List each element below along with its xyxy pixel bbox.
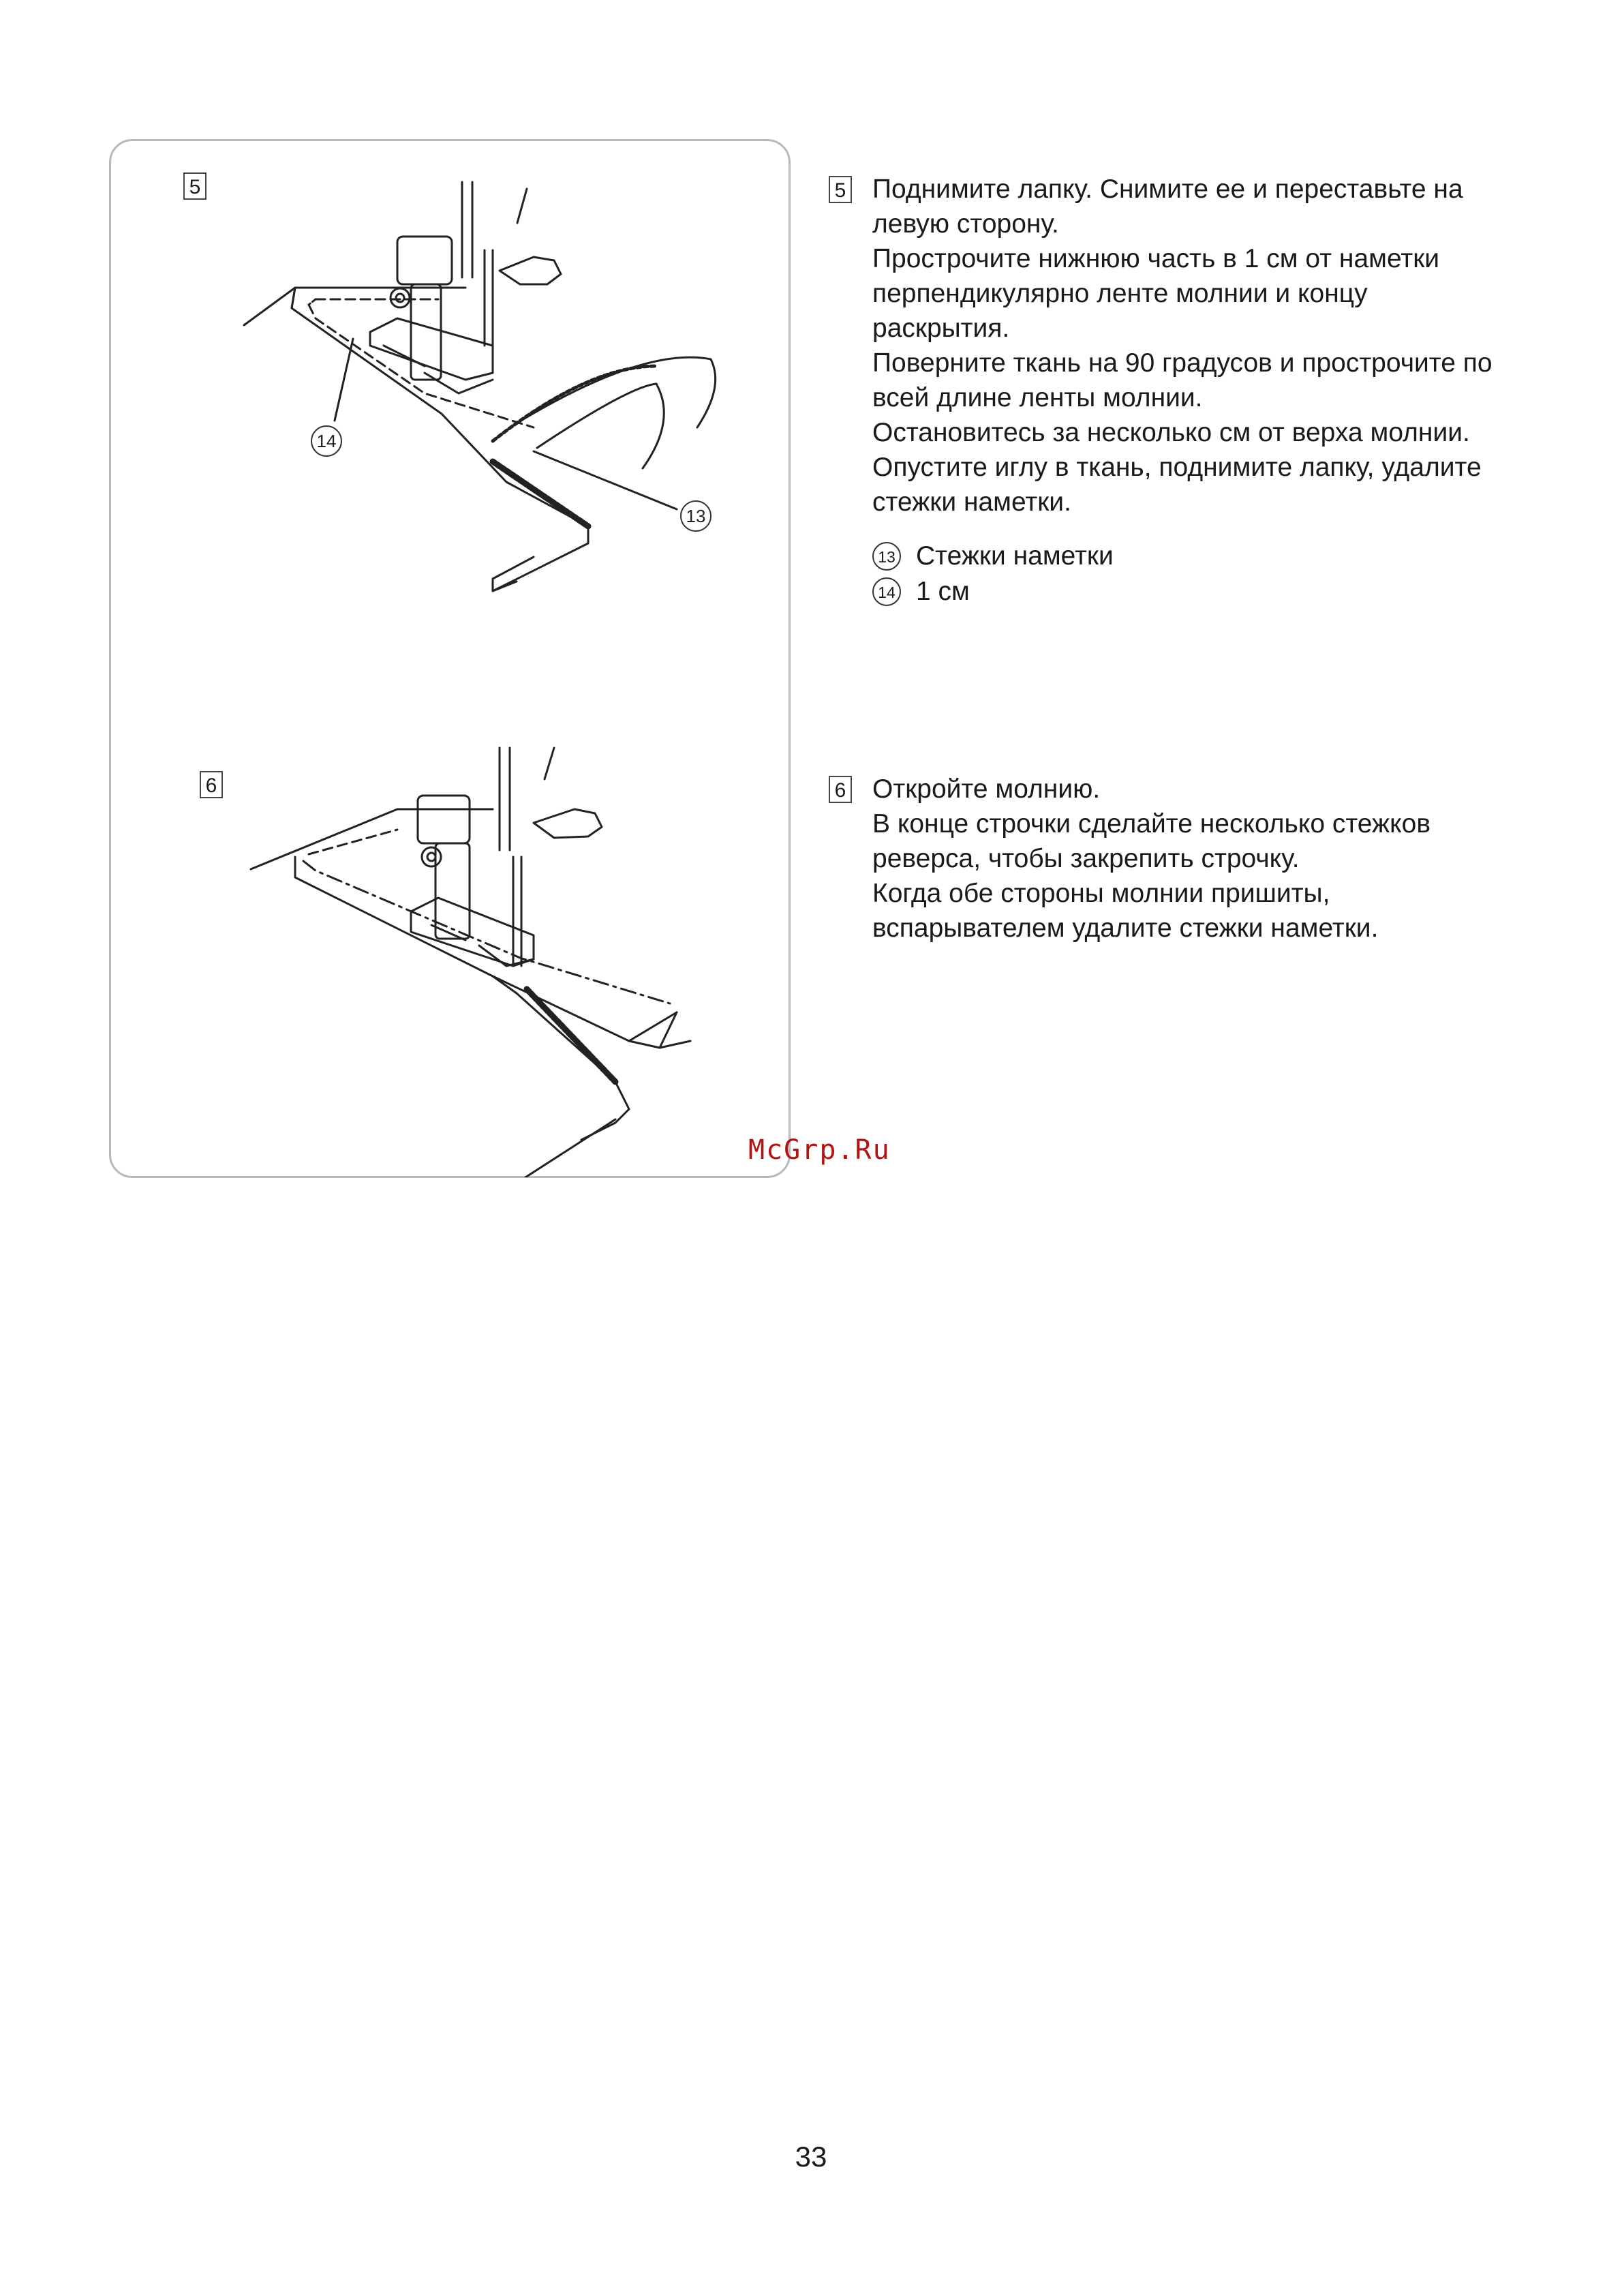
illustration-panel [109, 139, 791, 1178]
step-6-line: В конце строчки сделайте несколько стежков [872, 809, 1431, 839]
watermark: McGrp.Ru [748, 1134, 891, 1166]
step-5-line: Остановитесь за несколько см от верха молнии. [872, 418, 1470, 447]
step-6-number: 6 [829, 776, 852, 803]
legend-marker: 14 [872, 577, 901, 606]
legend [872, 539, 1114, 609]
step-6-line: реверса, чтобы закрепить строчку. [872, 844, 1300, 873]
step-5-line: раскрытия. [872, 314, 1010, 343]
page-number: 33 [795, 2141, 827, 2173]
legend-item [872, 539, 1114, 574]
legend-label: Стежки наметки [916, 541, 1114, 571]
legend-label: 1 см [916, 577, 970, 606]
step-5-line: Поднимите лапку. Снимите ее и переставьте на [872, 175, 1463, 204]
step-5-line: стежки наметки. [872, 487, 1071, 517]
step-5-line: всей длине ленты молнии. [872, 383, 1203, 412]
step-6-line: Когда обе стороны молнии пришиты, [872, 879, 1330, 908]
step-5-text [872, 172, 1540, 519]
legend-item [872, 574, 1114, 609]
legend-marker: 13 [872, 542, 901, 571]
step-5-line: Опустите иглу в ткань, поднимите лапку, удалите [872, 453, 1482, 482]
figure-6-number: 6 [200, 771, 223, 798]
step-5-line: левую сторону. [872, 209, 1059, 239]
figure-6-illustration [111, 741, 793, 1177]
step-6-text [872, 772, 1540, 946]
figure-5-number: 5 [183, 172, 206, 200]
step-6-line: вспарывателем удалите стежки наметки. [872, 913, 1379, 943]
callout-14: 14 [316, 431, 337, 451]
step-5-line: Поверните ткань на 90 градусов и прострочите по [872, 348, 1493, 378]
step-6-line: Откройте молнию. [872, 774, 1101, 804]
step-5-number: 5 [829, 176, 852, 203]
step-5-line: Прострочите нижнюю часть в 1 см от наметки [872, 244, 1440, 273]
step-5-line: перпендикулярно ленте молнии и концу [872, 279, 1368, 308]
callout-13: 13 [686, 506, 706, 526]
figure-5-illustration [111, 141, 793, 686]
